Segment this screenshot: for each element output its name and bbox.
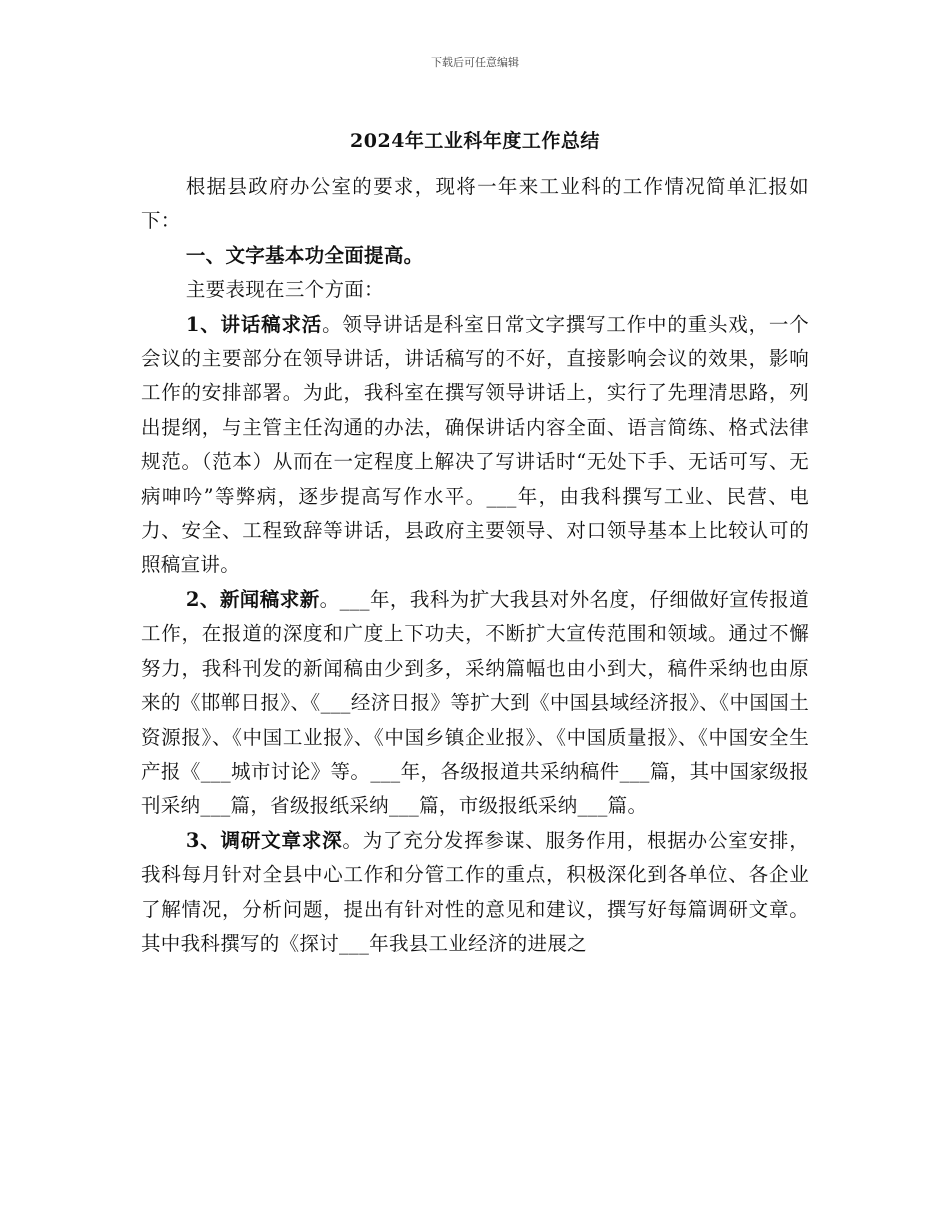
item-text-2: 。___年，我科为扩大我县对外名度，仔细做好宣传报道工作，在报道的深度和广度上下功夫，不断扩大宣传范围和领域。通过不懈努力，我科刊发的新闻稿由少到多，采纳篇幅也由小到大，稿件采纳也由原来的《邯郸日报》、《___经济日报》等扩大到《中国县域经济报》、《中国国土资源报》、《中国工业报》、《中国乡镇企业报》、《中国质量报》、《中国安全生产报《___城市讨论》等。___年，各级报道共采纳稿件___篇，其中国家级报刊采纳___篇，省级报纸采纳___篇，市级报纸采纳___篇。 <box>141 587 809 818</box>
document-body <box>141 170 809 961</box>
download-note: 下载后可任意编辑 <box>431 56 519 69</box>
item-text-1: 。领导讲话是科室日常文字撰写工作中的重头戏，一个会议的主要部分在领导讲话，讲话稿写的不好，直接影响会议的效果，影响工作的安排部署。为此，我科室在撰写领导讲话上，实行了先理清思路，列出提纲，与主管主任沟通的办法，确保讲话内容全面、语言简练、格式法律规范。（范本）从而在一定程度上解决了写讲话时“无处下手、无话可写、无病呻吟”等弊病，逐步提高写作水平。___年，由我科撰写工业、民营、电力、安全、工程致辞等讲话，县政府主要领导、对口领导基本上比较认可的照稿宣讲。 <box>141 312 809 577</box>
document-title: 2024年工业科年度工作总结 <box>350 130 600 152</box>
item-paragraph-3 <box>141 824 809 962</box>
section-heading: 一、文字基本功全面提高。 <box>185 243 424 267</box>
item-lead-1: 1、讲话稿求活 <box>185 312 323 336</box>
item-lead-2: 2、新闻稿求新 <box>185 587 320 611</box>
intro-paragraph: 根据县政府办公室的要求，现将一年来工业科的工作情况简单汇报如下： <box>141 175 809 233</box>
item-paragraph-1 <box>141 308 809 583</box>
item-text-3: 。为了充分发挥参谋、服务作用，根据办公室安排，我科每月针对全县中心工作和分管工作的重点，积极深化到各单位、各企业了解情况，分析问题，提出有针对性的意见和建议，撰写好每篇调研文章。其中我科撰写的《探讨___年我县工业经济的进展之 <box>141 828 809 955</box>
section-overview: 主要表现在三个方面： <box>185 278 384 302</box>
item-paragraph-2 <box>141 583 809 824</box>
item-lead-3: 3、调研文章求深 <box>185 828 343 852</box>
